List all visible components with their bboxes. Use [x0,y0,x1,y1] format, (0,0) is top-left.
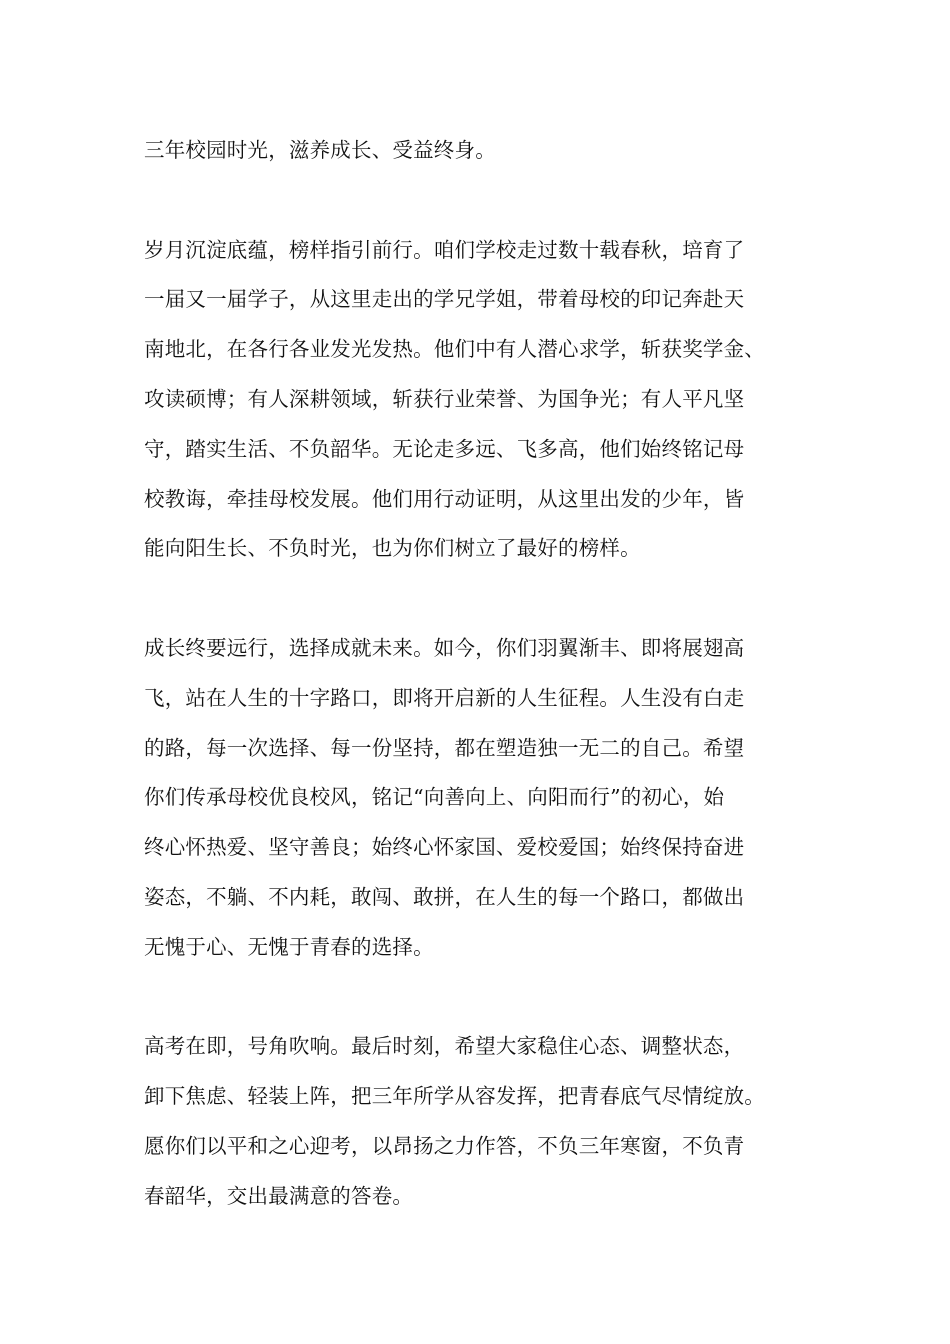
paragraph-2: 岁月沉淀底蕴，榜样指引前行。咱们学校走过数十载春秋，培育了 一届又一届学子，从这里走出的学兄学姐，带着母校的印记奔赴天 南地北，在各行各业发光发热。他们中有人潜心求学，斩获奖学金、 攻读硕博；有人深耕领域，斩获行业荣誉、为国争光；有人平凡坚 守，踏实生活、不负韶华。无论走多远、飞多高，他们始终铭记母 校教诲，牵挂母校发展。他们用行动证明，从这里出发的少年，皆 能向阳生长、不负时光，也为你们树立了最好的榜样。 [144,237,765,561]
paragraph-3: 成长终要远行，选择成就未来。如今，你们羽翼渐丰、即将展翅高 飞，站在人生的十字路口，即将开启新的人生征程。人生没有白走 的路，每一次选择、每一份坚持，都在塑造独一无二的自己。希望 你们传承母校优良校风，铭记“向善向上、向阳而行”的初心，始 终心怀热爱、坚守善良；始终心怀家国、爱校爱国；始终保持奋进 姿态，不躺、不内耗，敢闯、敢拼，在人生的每一个路口，都做出 无愧于心、无愧于青春的选择。 [144,635,745,959]
paragraph-1: 三年校园时光，滋养成长、受益终身。 [144,138,496,162]
document-body [144,126,834,1222]
paragraph-4: 高考在即，号角吹响。最后时刻，希望大家稳住心态、调整状态， 卸下焦虑、轻装上阵，把三年所学从容发挥，把青春底气尽情绽放。 愿你们以平和之心迎考，以昂扬之力作答，不负三年寒窗，不负青 春韶华，交出最满意的答卷。 [144,1034,765,1208]
